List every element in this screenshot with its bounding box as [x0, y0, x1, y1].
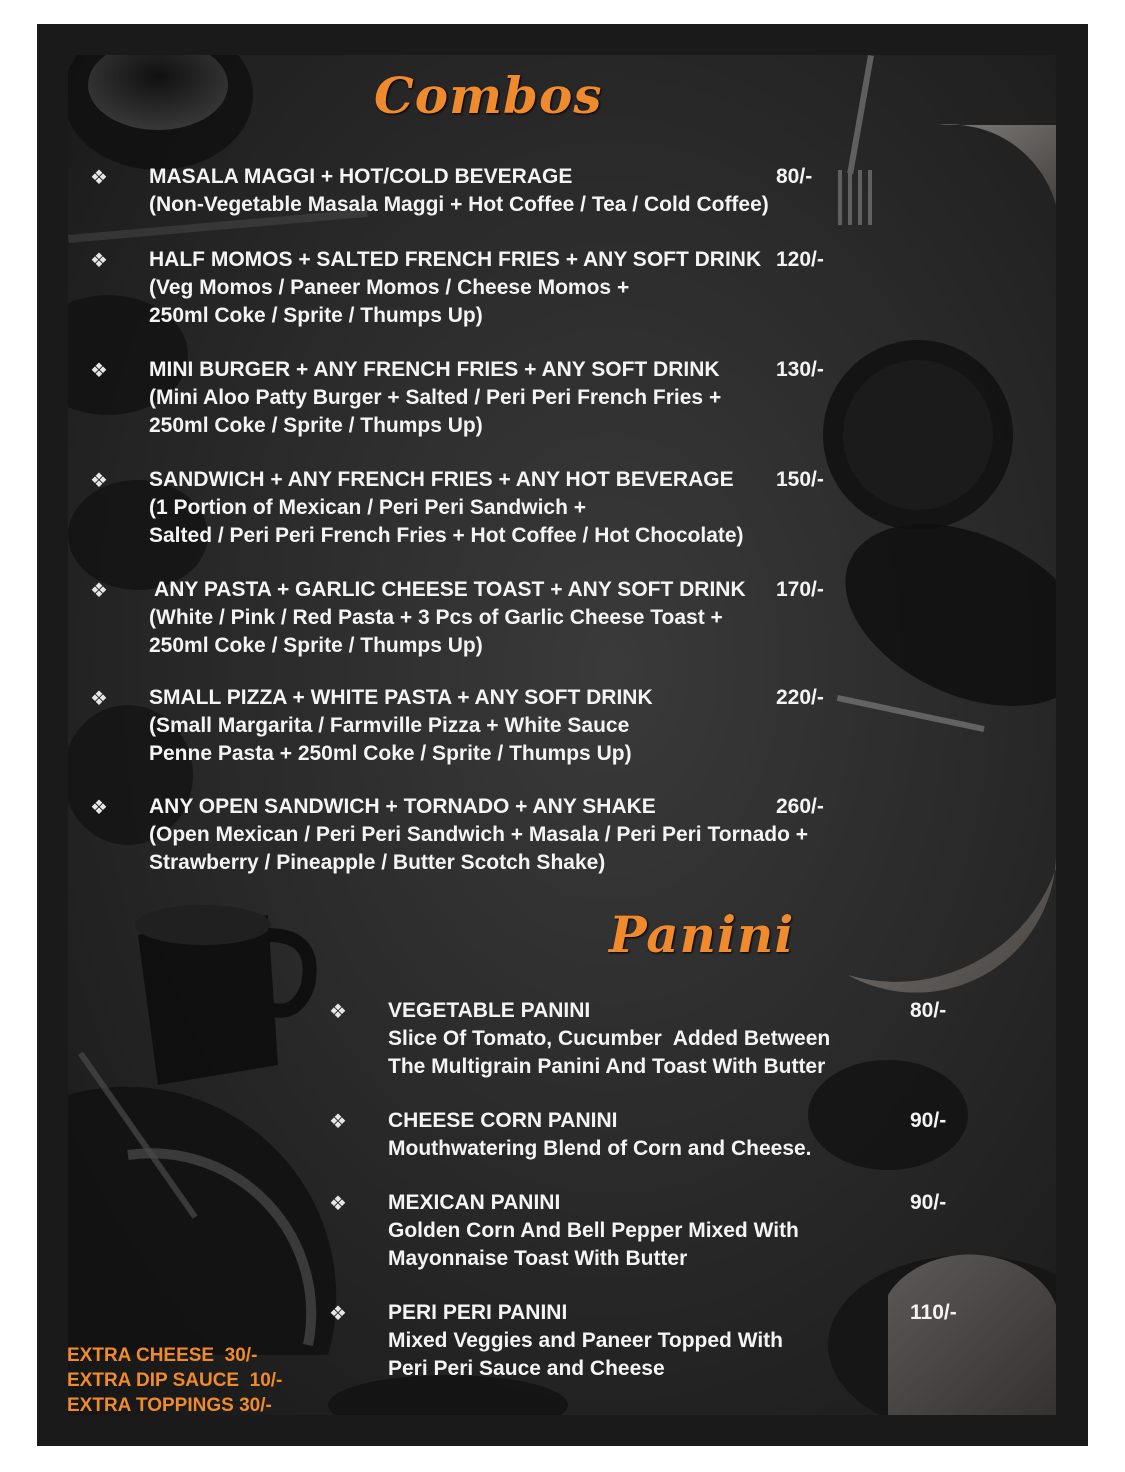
panini-item-desc: Peri Peri Sauce and Cheese	[388, 1357, 665, 1380]
combo-item	[149, 246, 761, 330]
panini-item-name: CHEESE CORN PANINI	[388, 1109, 618, 1132]
combo-item-price: 80/-	[776, 165, 813, 188]
bullet-icon: ❖	[90, 686, 108, 710]
combo-item-desc: (White / Pink / Red Pasta + 3 Pcs of Garlic Cheese Toast +	[149, 606, 723, 629]
extras-list	[67, 1343, 282, 1418]
extra-dip-sauce-label: EXTRA DIP SAUCE 10/-	[67, 1370, 283, 1391]
combos-section-title: Combos	[374, 66, 603, 125]
combo-item-name: HALF MOMOS + SALTED FRENCH FRIES + ANY SOFT DRINK	[149, 248, 762, 271]
panini-item-desc: Golden Corn And Bell Pepper Mixed With	[388, 1219, 799, 1242]
panini-item-price: 90/-	[910, 1191, 947, 1214]
combo-item	[149, 466, 744, 550]
bullet-icon: ❖	[329, 999, 347, 1023]
combo-item-name: SMALL PIZZA + WHITE PASTA + ANY SOFT DRINK	[149, 686, 653, 709]
combo-item-desc: (1 Portion of Mexican / Peri Peri Sandwich +	[149, 496, 587, 519]
combo-item-name: ANY OPEN SANDWICH + TORNADO + ANY SHAKE	[149, 795, 656, 818]
panini-item-desc: The Multigrain Panini And Toast With Butter	[388, 1055, 826, 1078]
combo-item-name: ANY PASTA + GARLIC CHEESE TOAST + ANY SOFT DRINK	[149, 578, 746, 601]
combo-item-name: MINI BURGER + ANY FRENCH FRIES + ANY SOFT DRINK	[149, 358, 720, 381]
panini-section-title: Panini	[609, 905, 795, 964]
panini-item-desc: Mouthwatering Blend of Corn and Cheese.	[388, 1137, 812, 1160]
combo-item-desc: 250ml Coke / Sprite / Thumps Up)	[149, 304, 483, 327]
bullet-icon: ❖	[90, 578, 108, 602]
combo-item-desc: Penne Pasta + 250ml Coke / Sprite / Thumps Up)	[149, 742, 632, 765]
combo-item-desc: Strawberry / Pineapple / Butter Scotch Shake)	[149, 851, 606, 874]
bullet-icon: ❖	[329, 1191, 347, 1215]
panini-item	[388, 1189, 799, 1273]
combo-item-desc: 250ml Coke / Sprite / Thumps Up)	[149, 634, 483, 657]
panini-item-desc: Mayonnaise Toast With Butter	[388, 1247, 688, 1270]
panini-item	[388, 997, 830, 1081]
panini-item	[388, 1299, 783, 1383]
combo-item-desc: (Open Mexican / Peri Peri Sandwich + Masala / Peri Peri Tornado +	[149, 823, 809, 846]
panini-item-name: MEXICAN PANINI	[388, 1191, 561, 1214]
bullet-icon: ❖	[329, 1301, 347, 1325]
bullet-icon: ❖	[90, 358, 108, 382]
combo-item-desc: Salted / Peri Peri French Fries + Hot Coffee / Hot Chocolate)	[149, 524, 744, 547]
bullet-icon: ❖	[329, 1109, 347, 1133]
combo-item	[149, 163, 769, 219]
bullet-icon: ❖	[90, 165, 108, 189]
extra-cheese-label: EXTRA CHEESE 30/-	[67, 1345, 258, 1366]
combo-item	[149, 793, 808, 877]
combo-item-price: 120/-	[776, 248, 824, 271]
panini-item-price: 110/-	[910, 1301, 957, 1324]
combo-item-price: 130/-	[776, 358, 824, 381]
combo-item-desc: (Small Margarita / Farmville Pizza + White Sauce	[149, 714, 630, 737]
combo-item-desc: (Mini Aloo Patty Burger + Salted / Peri Peri French Fries +	[149, 386, 722, 409]
combo-item-desc: 250ml Coke / Sprite / Thumps Up)	[149, 414, 483, 437]
panini-item-price: 90/-	[910, 1109, 947, 1132]
panini-item-desc: Slice Of Tomato, Cucumber Added Between	[388, 1027, 831, 1050]
combo-item-name: MASALA MAGGI + HOT/COLD BEVERAGE	[149, 165, 573, 188]
combo-item-price: 170/-	[776, 578, 824, 601]
bullet-icon: ❖	[90, 795, 108, 819]
panini-item-desc: Mixed Veggies and Paneer Topped With	[388, 1329, 783, 1352]
combo-item-desc: (Veg Momos / Paneer Momos / Cheese Momos +	[149, 276, 630, 299]
extra-toppings-label: EXTRA TOPPINGS 30/-	[67, 1395, 272, 1416]
panini-item-price: 80/-	[910, 999, 947, 1022]
panini-item-name: PERI PERI PANINI	[388, 1301, 568, 1324]
bullet-icon: ❖	[90, 468, 108, 492]
combo-item-desc: (Non-Vegetable Masala Maggi + Hot Coffee / Tea / Cold Coffee)	[149, 193, 769, 216]
bullet-icon: ❖	[90, 248, 108, 272]
combo-item-price: 260/-	[776, 795, 824, 818]
combo-item	[149, 356, 721, 440]
combo-item	[149, 684, 653, 768]
panini-item	[388, 1107, 812, 1163]
combo-item	[149, 576, 746, 660]
combo-item-price: 150/-	[776, 468, 824, 491]
panini-item-name: VEGETABLE PANINI	[388, 999, 591, 1022]
combo-item-price: 220/-	[776, 686, 824, 709]
combo-item-name: SANDWICH + ANY FRENCH FRIES + ANY HOT BEVERAGE	[149, 468, 734, 491]
